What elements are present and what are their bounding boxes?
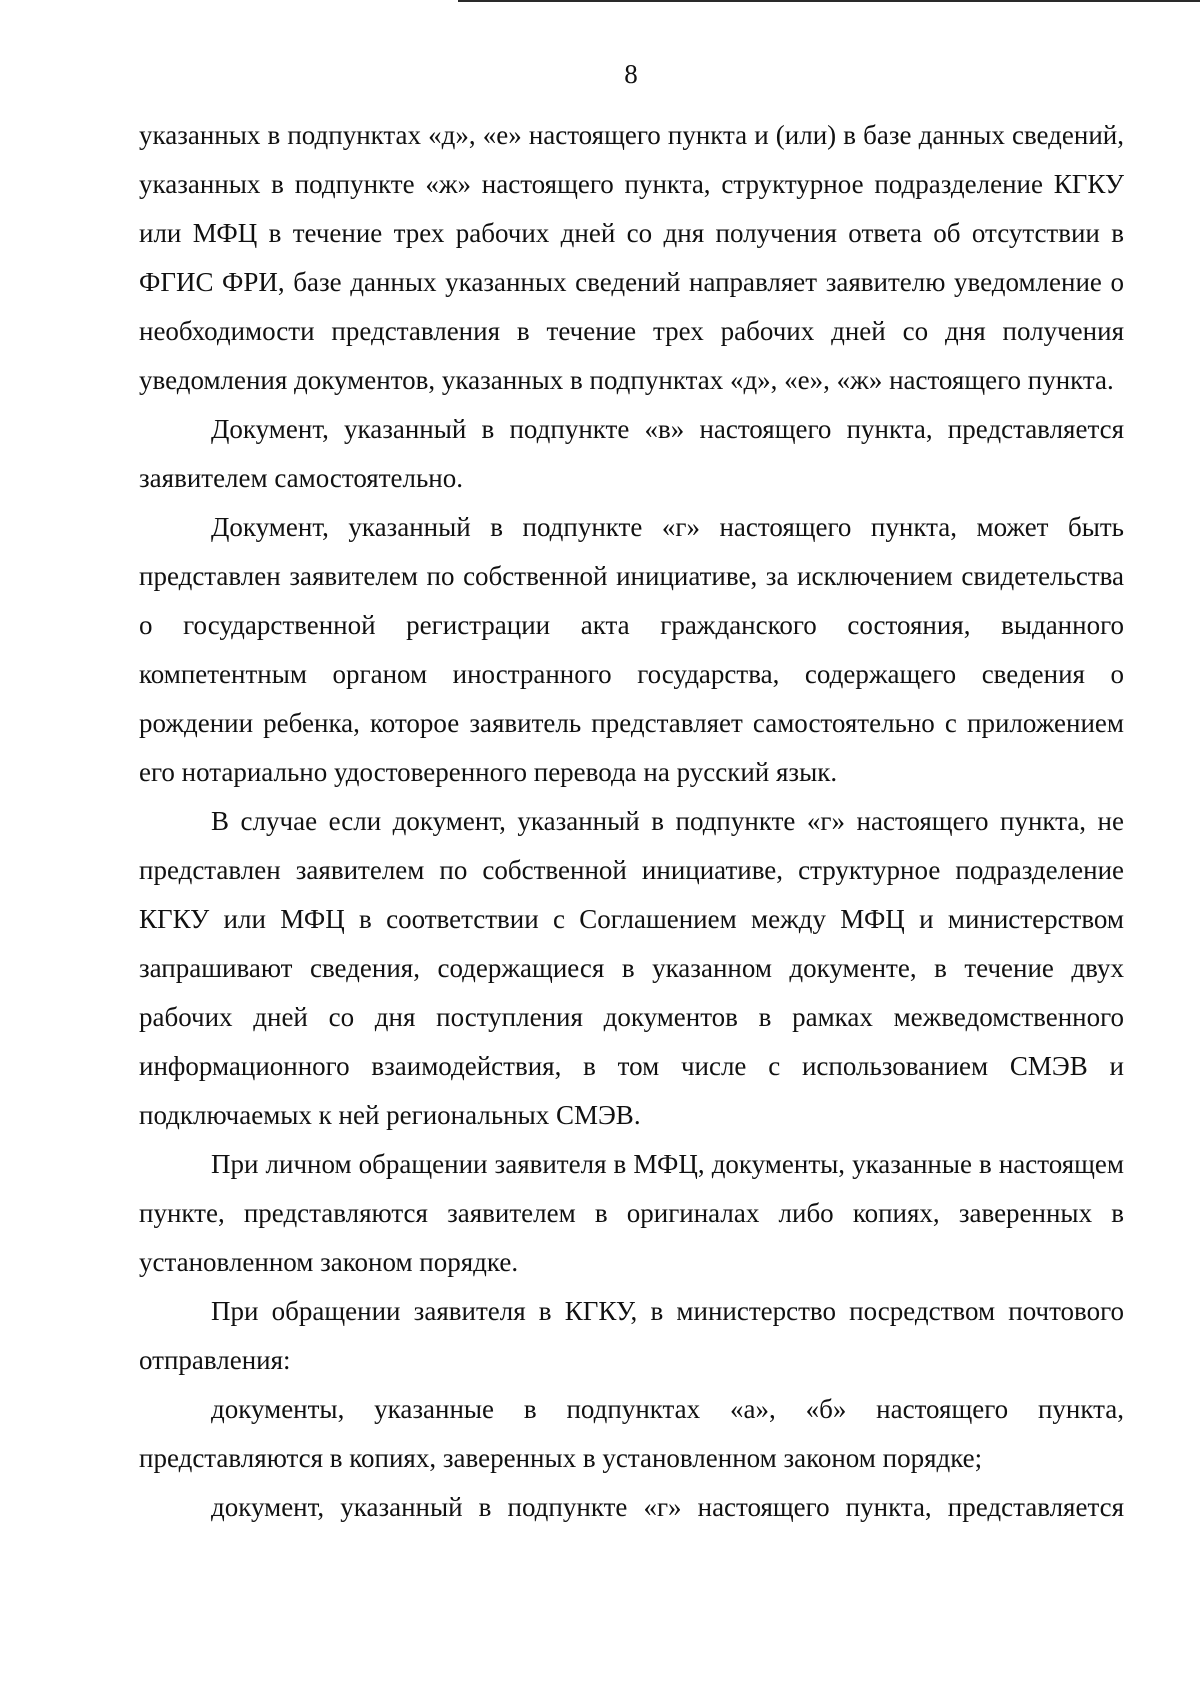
paragraph-postal-appeal: При обращении заявителя в КГКУ, в министерство посредством почтового отправления:	[139, 1296, 1124, 1375]
paragraph-document-g-continues: документ, указанный в подпункте «г» настоящего пункта, представляется	[211, 1492, 1124, 1522]
paragraph-document-g: Документ, указанный в подпункте «г» настоящего пункта, может быть представлен заявителем по собственной инициативе, за исключением свидетельства о государственной регистрации акта гражданского состояния, выданного компетентным органом иностранного государства, содержащего сведения о рождении ребенка, которое заявитель представляет самостоятельно с приложением его нотариально удостоверенного перевода на русский язык.	[139, 512, 1124, 787]
paragraph-request-info: В случае если документ, указанный в подпункте «г» настоящего пункта, не представлен заявителем по собственной инициативе, структурное подразделение КГКУ или МФЦ в соответствии с Соглашением между МФЦ и министерством запрашивают сведения, содержащиеся в указанном документе, в течение двух рабочих дней со дня поступления документов в рамках межведомственного информационного взаимодействия, в том числе с использованием СМЭВ и подключаемых к ней региональных СМЭВ.	[139, 806, 1124, 1130]
paragraph-documents-a-b: документы, указанные в подпунктах «а», «б» настоящего пункта, представляются в копиях, заверенных в установленном законом порядке;	[139, 1394, 1124, 1473]
paragraph-personal-appeal: При личном обращении заявителя в МФЦ, документы, указанные в настоящем пункте, представляются заявителем в оригиналах либо копиях, заверенных в установленном законом порядке.	[139, 1149, 1124, 1277]
document-body	[139, 111, 1124, 1532]
paragraph-document-v: Документ, указанный в подпункте «в» настоящего пункта, представляется заявителем самостоятельно.	[139, 414, 1124, 493]
paragraph-continuation: указанных в подпунктах «д», «е» настоящего пункта и (или) в базе данных сведений, указанных в подпункте «ж» настоящего пункта, структурное подразделение КГКУ или МФЦ в течение трех рабочих дней со дня получения ответа об отсутствии в ФГИС ФРИ, базе данных указанных сведений направляет заявителю уведомление о необходимости представления в течение трех рабочих дней со дня получения уведомления документов, указанных в подпунктах «д», «е», «ж» настоящего пункта.	[139, 120, 1124, 395]
page-number: 8	[624, 59, 638, 89]
top-edge-rule	[458, 0, 1200, 2]
